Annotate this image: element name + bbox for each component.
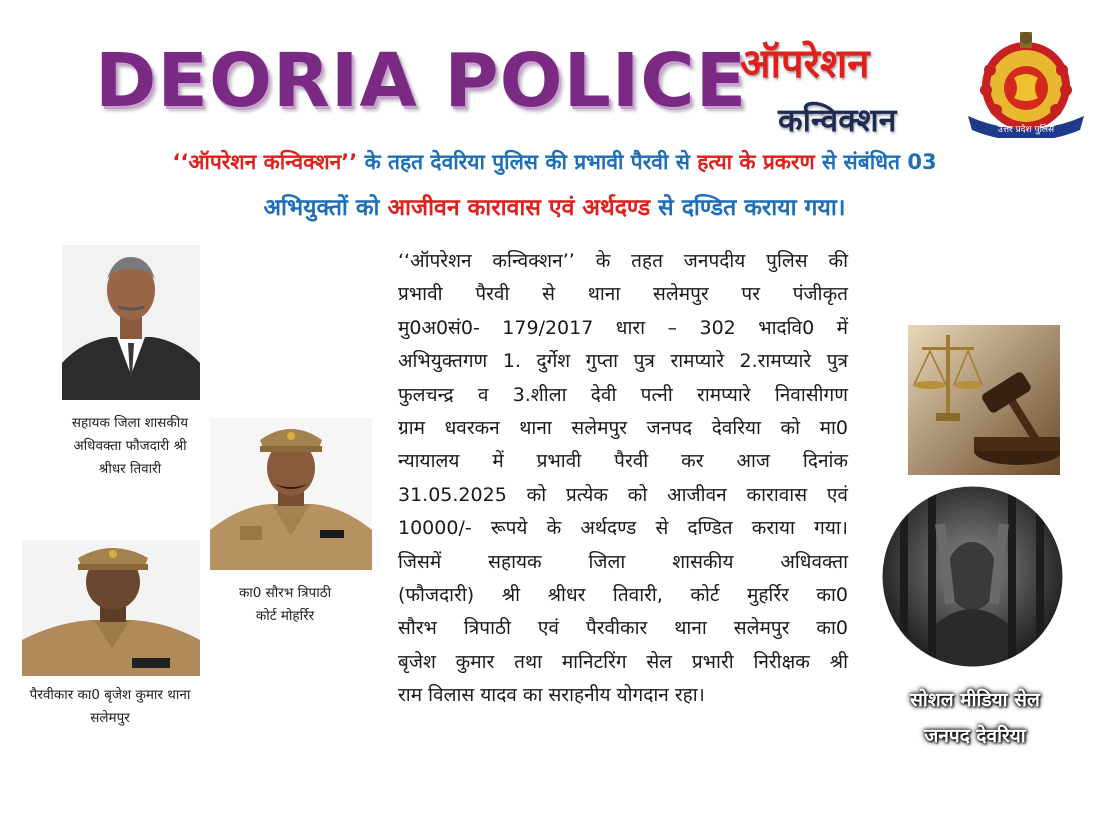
person-photo-constable-brijesh xyxy=(22,540,200,676)
jail-image xyxy=(880,484,1065,669)
body-line: सौरभ त्रिपाठी एवं पैरवीकार थाना सलेमपुर का0 xyxy=(398,617,848,640)
headline-line1 xyxy=(0,148,1109,176)
social-line2: जनपद देवरिया xyxy=(924,725,1026,747)
headline-part: आजीवन कारावास एवं अर्थदण्ड xyxy=(387,195,651,221)
body-line: मु0अ0सं0- 179/2017 धारा – 302 भादवि0 में xyxy=(398,316,848,339)
page-title: DEORIA POLICE xyxy=(95,38,748,124)
operation-title-line2: कन्विक्शन xyxy=(778,101,897,139)
operation-title-line1: ऑपरेशन xyxy=(740,41,870,87)
headline-part: ‘‘ऑपरेशन कन्विक्शन’’ xyxy=(172,150,358,174)
caption-person3 xyxy=(10,684,210,730)
headline-part: के तहत देवरिया पुलिस की प्रभावी पैरवी से xyxy=(357,150,698,174)
body-line: ‘‘ऑपरेशन कन्विक्शन’’ के तहत जनपदीय पुलिस की xyxy=(398,250,848,272)
headline-part: से दण्डित कराया गया। xyxy=(650,195,846,221)
body-line: जिसमें सहायक जिला शासकीय अधिवक्ता xyxy=(398,550,848,573)
caption-person2 xyxy=(205,582,365,628)
body-line: राम विलास यादव का सराहनीय योगदान रहा। xyxy=(398,684,705,707)
headline-part: से संबंधित 03 xyxy=(814,150,937,174)
caption-line: कोर्ट मोहर्रिर xyxy=(255,608,315,624)
social-media-cell-label xyxy=(880,682,1070,754)
caption-line: सहायक जिला शासकीय xyxy=(71,415,189,431)
caption-line: पैरवीकार का0 बृजेश कुमार थाना xyxy=(29,687,191,703)
caption-person1 xyxy=(40,412,220,481)
caption-line: का0 सौरभ त्रिपाठी xyxy=(238,585,332,601)
body-line: बृजेश कुमार तथा मानिटरिंग सेल प्रभारी निरीक्षक श्री xyxy=(398,650,848,673)
body-line: 10000/- रूपये के अर्थदण्ड से दण्डित कराया गया। xyxy=(398,517,848,540)
body-line: प्रभावी पैरवी से थाना सलेमपुर पर पंजीकृत xyxy=(398,283,848,306)
person-photo-advocate xyxy=(62,245,200,400)
caption-line: श्रीधर तिवारी xyxy=(98,461,162,477)
gavel-scales-image xyxy=(908,325,1060,475)
body-line: अभियुक्तगण 1. दुर्गेश गुप्ता पुत्र रामप्यारे 2.रामप्यारे पुत्र xyxy=(398,350,848,373)
up-police-emblem-icon xyxy=(962,30,1090,138)
social-line1: सोशल मीडिया सेल xyxy=(910,689,1040,711)
caption-line: अधिवक्ता फौजदारी श्री xyxy=(73,438,187,454)
headline-part: अभियुक्तों को xyxy=(263,195,388,221)
person-photo-constable-saurabh xyxy=(210,418,372,570)
body-line: ग्राम धवरकन थाना सलेमपुर जनपद देवरिया को मा0 xyxy=(398,417,848,440)
headline-line2 xyxy=(0,190,1109,222)
press-release-body xyxy=(398,245,848,713)
body-line: न्यायालय में प्रभावी पैरवी कर आज दिनांक xyxy=(398,450,848,473)
body-line: फुलचन्द्र व 3.शीला देवी पत्नी रामप्यारे निवासीगण xyxy=(398,383,848,406)
caption-line: सलेमपुर xyxy=(90,710,130,726)
headline-part: हत्या के प्रकरण xyxy=(697,150,815,174)
body-line: 31.05.2025 को प्रत्येक को आजीवन कारावास एवं xyxy=(398,483,848,506)
body-line: (फौजदारी) श्री श्रीधर तिवारी, कोर्ट मुहर्रिर का0 xyxy=(398,584,848,607)
emblem-text: उत्तर प्रदेश पुलिस xyxy=(997,125,1055,135)
